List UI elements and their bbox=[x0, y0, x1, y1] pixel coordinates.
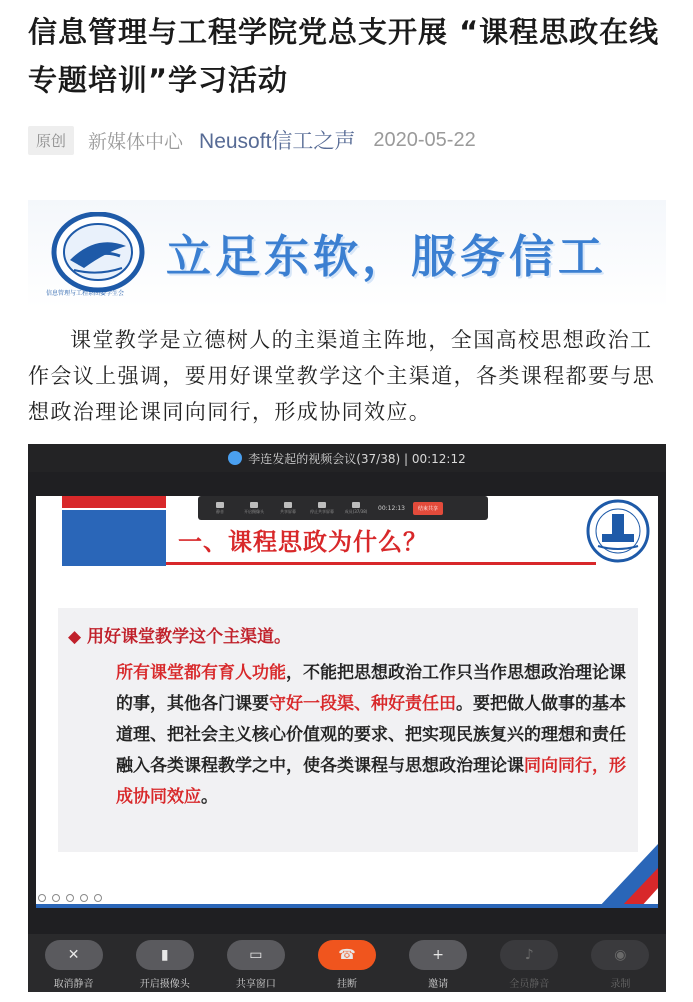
slide-body-text bbox=[116, 658, 634, 813]
more-icon[interactable] bbox=[94, 894, 102, 902]
slide-corner-decoration bbox=[558, 834, 658, 908]
meeting-control-bar bbox=[28, 934, 666, 992]
slide-bottom-bar bbox=[36, 904, 658, 908]
slide-title: 一、课程思政为什么？ bbox=[178, 528, 428, 556]
article-title: 信息管理与工程学院党总支开展 “课程思政在线专题培训”学习活动 bbox=[28, 15, 660, 97]
camera-control[interactable] bbox=[129, 940, 201, 990]
slide-nav-icons bbox=[38, 894, 102, 902]
account-link[interactable]: Neusoft信工之声 bbox=[199, 130, 356, 153]
toolbar-stop-share-button[interactable] bbox=[306, 498, 338, 518]
share-window-control[interactable] bbox=[220, 940, 292, 990]
toolbar-camera-button[interactable] bbox=[238, 498, 270, 518]
toolbar-share-button[interactable] bbox=[272, 498, 304, 518]
shared-slide bbox=[36, 496, 658, 908]
pen-icon[interactable] bbox=[52, 894, 60, 902]
record-control[interactable] bbox=[584, 940, 656, 990]
mute-all-icon[interactable]: ♪ bbox=[500, 940, 558, 970]
hang-up-control[interactable] bbox=[311, 940, 383, 990]
slide-blue-block bbox=[62, 510, 166, 566]
slide-text-part: 所有课堂都有育人功能 bbox=[116, 663, 286, 683]
share-icon bbox=[284, 502, 292, 508]
share-window-icon[interactable]: ▭ bbox=[227, 940, 285, 970]
mute-all-control[interactable] bbox=[493, 940, 565, 990]
mic-off-icon[interactable]: ✕ bbox=[45, 940, 103, 970]
toolbar-timer: 00:12:13 bbox=[378, 504, 405, 512]
slide-title-underline bbox=[166, 562, 596, 565]
control-label: 全员静音 bbox=[509, 979, 550, 990]
toolbar-label: 开启摄像头 bbox=[244, 509, 264, 514]
invite-control[interactable] bbox=[402, 940, 474, 990]
toolbar-mute-button[interactable] bbox=[204, 498, 236, 518]
control-label: 开启摄像头 bbox=[139, 979, 190, 990]
article-paragraph: 课堂教学是立德树人的主渠道主阵地，全国高校思想政治工作会议上强调，要用好课堂教学这个主渠道，各类课程都要与思想政治理论课同向同行，形成协同效应。 bbox=[28, 328, 656, 424]
camera-icon[interactable]: ▮ bbox=[136, 940, 194, 970]
control-label: 共享窗口 bbox=[235, 979, 276, 990]
student-union-logo-icon bbox=[48, 212, 148, 296]
toolbar-label: 停止共享屏幕 bbox=[310, 509, 334, 514]
mic-icon bbox=[216, 502, 224, 508]
article-source: 新媒体中心 bbox=[88, 130, 184, 153]
toolbar-label: 共享屏幕 bbox=[280, 509, 296, 514]
control-label: 挂断 bbox=[336, 979, 357, 990]
hang-up-icon[interactable]: ☎ bbox=[318, 940, 376, 970]
record-icon[interactable]: ◉ bbox=[591, 940, 649, 970]
article-meta bbox=[28, 124, 476, 156]
original-tag: 原创 bbox=[28, 126, 74, 155]
logo-caption: 信息管理与工程系团委学生会 bbox=[46, 290, 125, 297]
slide-red-bar bbox=[62, 496, 166, 508]
toolbar-label: 成员(37/38) bbox=[344, 509, 368, 514]
share-floating-toolbar bbox=[198, 496, 488, 520]
banner-slogan: 立足东软，服务信工 bbox=[166, 230, 608, 283]
invite-icon[interactable]: + bbox=[409, 940, 467, 970]
control-label: 邀请 bbox=[428, 979, 449, 990]
meeting-titlebar bbox=[28, 444, 666, 472]
members-icon bbox=[352, 502, 360, 508]
toolbar-label: 静音 bbox=[216, 509, 224, 514]
meeting-screenshot bbox=[28, 444, 666, 992]
header-banner-image bbox=[28, 200, 666, 308]
slide-text-part: 守好一段渠、种好责任田 bbox=[269, 694, 456, 714]
control-label: 取消静音 bbox=[53, 979, 94, 990]
meeting-title: 李连发起的视频会议(37/38) | 00:12:12 bbox=[248, 451, 466, 466]
publish-date: 2020-05-22 bbox=[373, 128, 476, 151]
slide-bullet: ◆ 用好课堂教学这个主渠道。 bbox=[68, 627, 291, 647]
slide-text-part: 同向同行，形成协同效应 bbox=[116, 756, 626, 807]
zoom-icon[interactable] bbox=[80, 894, 88, 902]
slide-text-part: 。 bbox=[201, 787, 218, 807]
stop-share-icon bbox=[318, 502, 326, 508]
grid-icon[interactable] bbox=[66, 894, 74, 902]
slide-text-part: 。要把做人做事的基本道理、把社会主义核心价值观的要求、把实现民族复兴的理想和责任融入各类课程教学之中，使各类课程与思想政治理论课 bbox=[116, 694, 626, 776]
university-emblem-icon bbox=[582, 498, 654, 564]
toolbar-members-button[interactable] bbox=[340, 498, 372, 518]
slide-content-box bbox=[58, 608, 638, 852]
camera-icon bbox=[250, 502, 258, 508]
meeting-shield-icon bbox=[228, 451, 242, 465]
prev-icon[interactable] bbox=[38, 894, 46, 902]
unmute-control[interactable] bbox=[38, 940, 110, 990]
end-share-button[interactable]: 结束共享 bbox=[413, 502, 443, 515]
control-label: 录制 bbox=[610, 979, 631, 990]
slide-text-part: ，不能把思想政治工作只当作思想政治理论课的事，其他各门课要 bbox=[116, 663, 626, 714]
